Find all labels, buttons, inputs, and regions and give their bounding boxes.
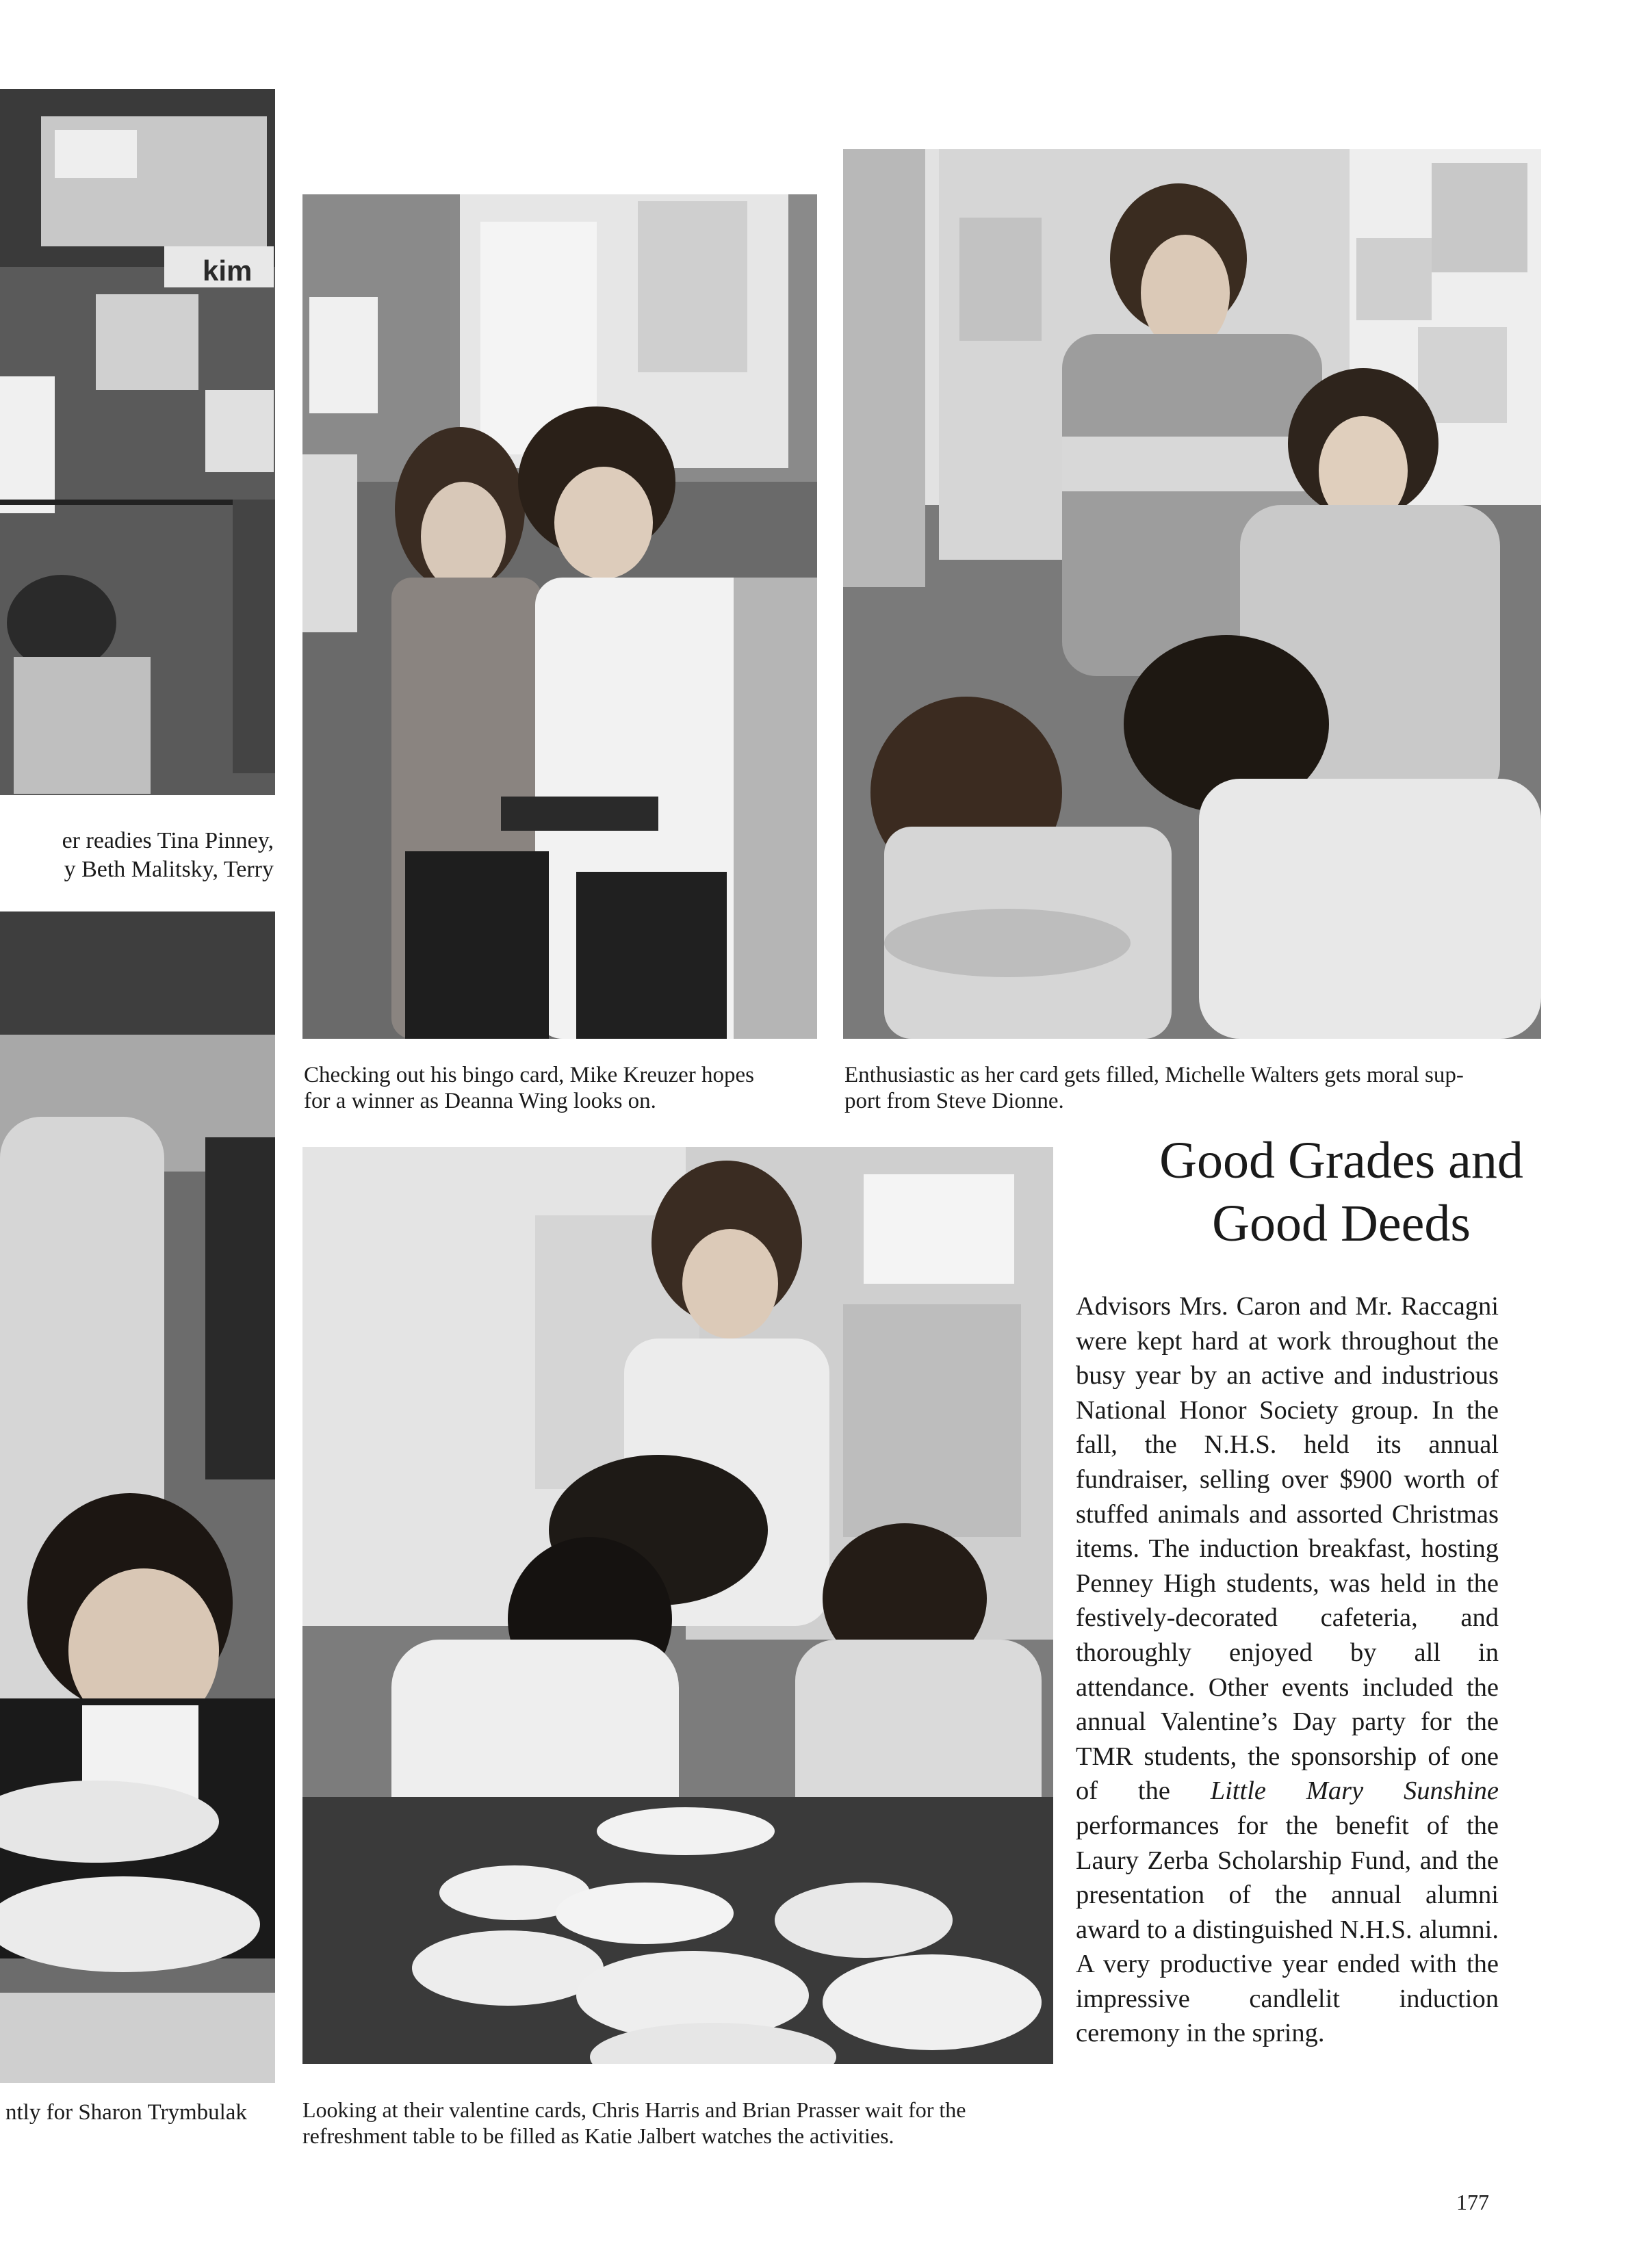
photo-valentine-cards [302,1147,1053,2064]
caption-bingo [304,1062,824,1114]
article-body-italic-title: Little Mary Sunshine [1210,1776,1499,1806]
caption-line: er readies Tina Pinney, [62,828,274,853]
caption-line: Checking out his bingo card, Mike Kreuzer hopes [304,1063,755,1087]
kim-sign: kim [203,255,253,287]
caption-left-bottom [5,2099,293,2125]
article-title [1068,1129,1615,1255]
photo-classroom-left-bottom [0,911,275,2083]
caption-line: y Beth Malitsky, Terry [64,857,274,882]
caption-moral-support [844,1062,1543,1114]
article-title-line1: Good Grades and [1159,1132,1523,1189]
caption-left-top [5,827,274,884]
caption-line: Looking at their valentine cards, Chris Harris and Brian Prasser wait for the [302,2097,966,2122]
page-number: 177 [1456,2190,1489,2214]
caption-line: refreshment table to be filled as Katie Jalbert watches the activities. [302,2123,894,2148]
photo-bingo-card [302,194,817,1039]
article-body-part2: performances for the benefit of the Laury Zerba Scholarship Fund, and the presentation of the annual alumni award to a distinguished N.H.S. alumni. A very productive year ended with the impressive candlelit induction ceremony in the spring. [1076,1811,1499,2048]
caption-line: Enthusiastic as her card gets filled, Michelle Walters gets moral sup- [844,1063,1464,1087]
article-body-part1: Advisors Mrs. Caron and Mr. Raccagni were kept hard at work throughout the busy year by an active and industrious National Honor Society group. In the fall, the N.H.S. held its annual fundraiser, selling over $900 worth of stuffed animals and assorted Christmas items. The induction breakfast, hosting Penney High students, was held in the festively-decorated cafeteria, and thoroughly enjoyed by all in attendance. Other events included the annual Valentine’s Day party for the TMR students, the sponsorship of one of the [1076,1292,1499,1806]
caption-line: port from Steve Dionne. [844,1089,1064,1113]
caption-valentine [302,2097,1062,2149]
caption-line: for a winner as Deanna Wing looks on. [304,1089,656,1113]
photo-classroom-left-top [0,89,275,795]
article-body [1076,1289,1499,2051]
photo-moral-support [843,149,1541,1039]
caption-line: ntly for Sharon Trymbulak [5,2100,247,2125]
article-title-line2: Good Deeds [1212,1195,1471,1252]
